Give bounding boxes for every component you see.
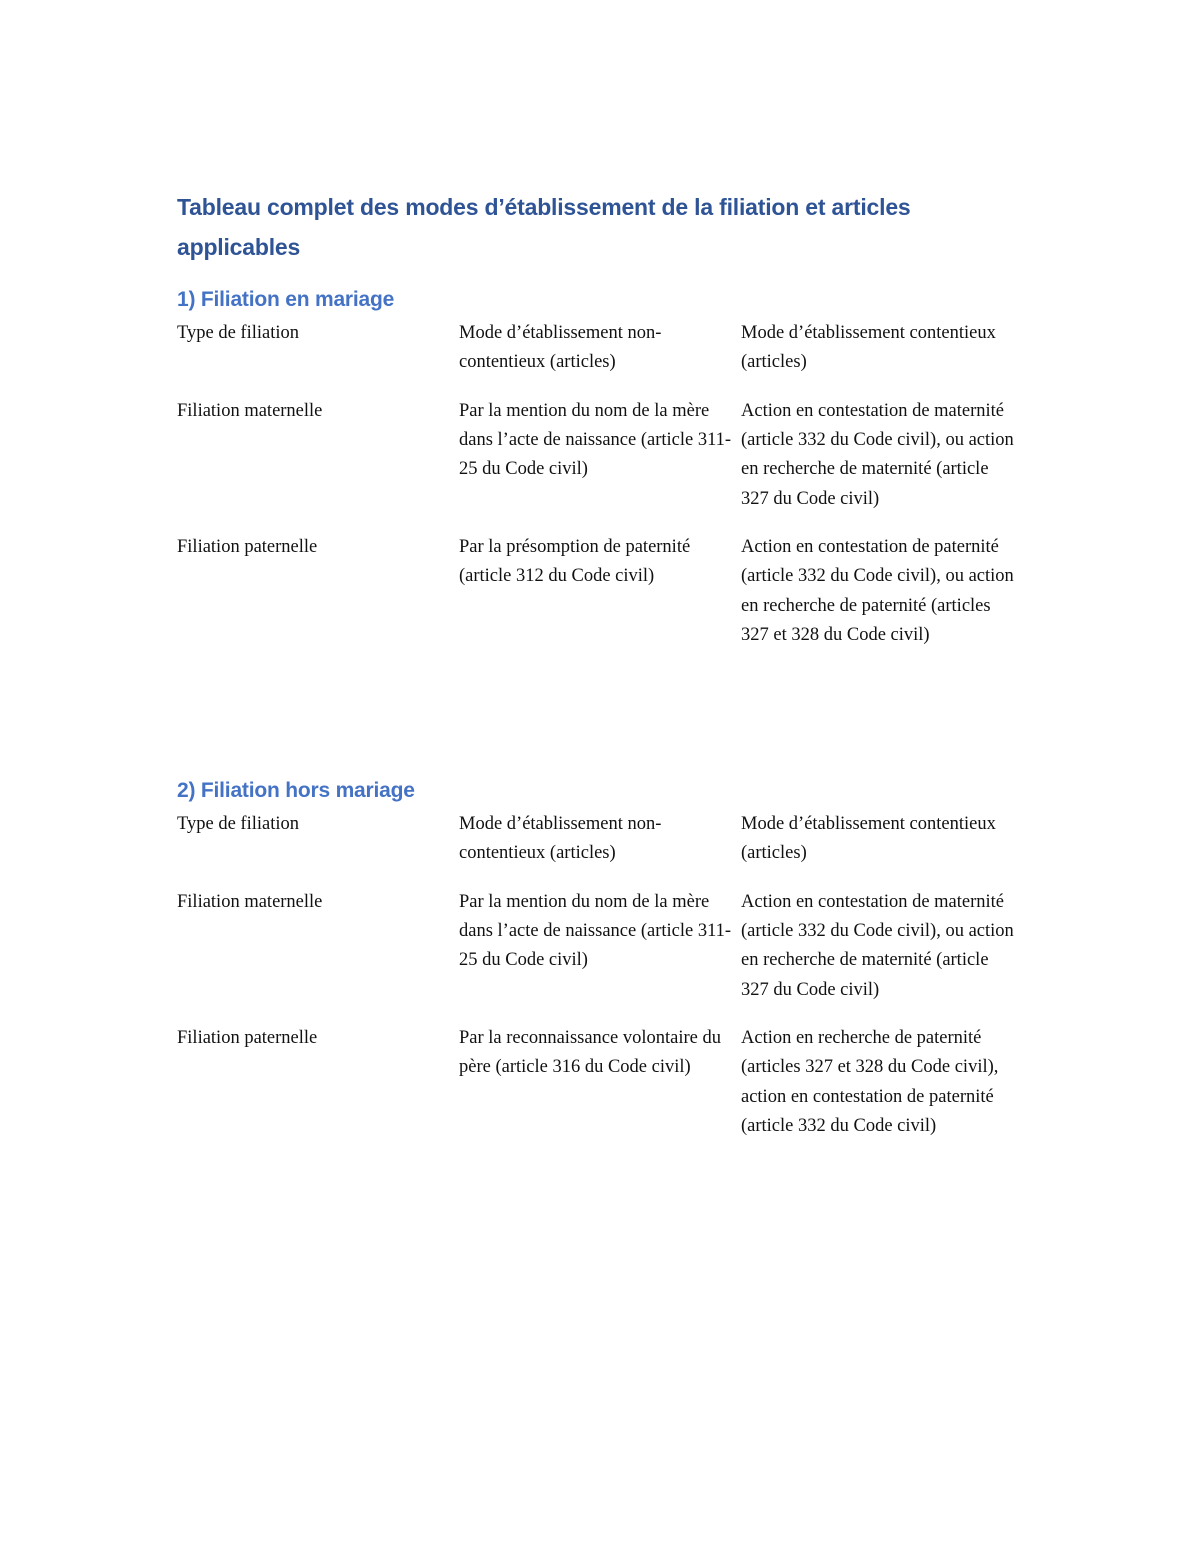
filiation-table-hors-mariage bbox=[177, 810, 1017, 1161]
header-mode-contentieux: Mode d’établissement contentieux (articles) bbox=[741, 323, 996, 373]
table-header-row bbox=[177, 810, 1017, 868]
cell-contentieux: Action en recherche de paternité (articles 327 et 328 du Code civil), action en contestation de paternité (article 332 du Code civil) bbox=[741, 1028, 999, 1136]
header-type-de-filiation: Type de filiation bbox=[177, 814, 300, 834]
table-header-row bbox=[177, 319, 1017, 377]
document-title: Tableau complet des modes d’établissement de la filiation et articles applicables bbox=[177, 194, 911, 260]
cell-type: Filiation maternelle bbox=[177, 891, 323, 912]
cell-type: Filiation paternelle bbox=[177, 1028, 318, 1049]
cell-contentieux: Action en contestation de maternité (article 332 du Code civil), ou action en recherche de maternité (article 327 du Code civil) bbox=[741, 400, 1014, 509]
cell-type: Filiation paternelle bbox=[177, 537, 318, 558]
cell-contentieux: Action en contestation de paternité (article 332 du Code civil), ou action en recherche de paternité (articles 327 et 328 du Code civil) bbox=[741, 537, 1014, 645]
table-row bbox=[177, 397, 1017, 514]
table-row bbox=[177, 533, 1017, 650]
cell-non-contentieux: Par la présomption de paternité (article 312 du Code civil) bbox=[459, 537, 691, 587]
cell-non-contentieux: Par la mention du nom de la mère dans l’acte de naissance (article 311-25 du Code civil) bbox=[459, 891, 732, 971]
cell-non-contentieux: Par la reconnaissance volontaire du père (article 316 du Code civil) bbox=[459, 1028, 721, 1078]
header-mode-non-contentieux: Mode d’établissement non-contentieux (articles) bbox=[459, 323, 662, 373]
section-heading-filiation-hors-mariage: 2) Filiation hors mariage bbox=[177, 779, 415, 802]
section-heading-filiation-en-mariage: 1) Filiation en mariage bbox=[177, 288, 395, 311]
cell-type: Filiation maternelle bbox=[177, 400, 323, 421]
header-mode-contentieux: Mode d’établissement contentieux (articles) bbox=[741, 814, 996, 864]
table-row bbox=[177, 888, 1017, 1005]
header-mode-non-contentieux: Mode d’établissement non-contentieux (articles) bbox=[459, 814, 662, 864]
cell-non-contentieux: Par la mention du nom de la mère dans l’acte de naissance (article 311-25 du Code civil) bbox=[459, 400, 732, 480]
filiation-table-en-mariage bbox=[177, 319, 1017, 670]
cell-contentieux: Action en contestation de maternité (article 332 du Code civil), ou action en recherche de maternité (article 327 du Code civil) bbox=[741, 891, 1014, 1000]
header-type-de-filiation: Type de filiation bbox=[177, 323, 300, 343]
table-row bbox=[177, 1024, 1017, 1141]
